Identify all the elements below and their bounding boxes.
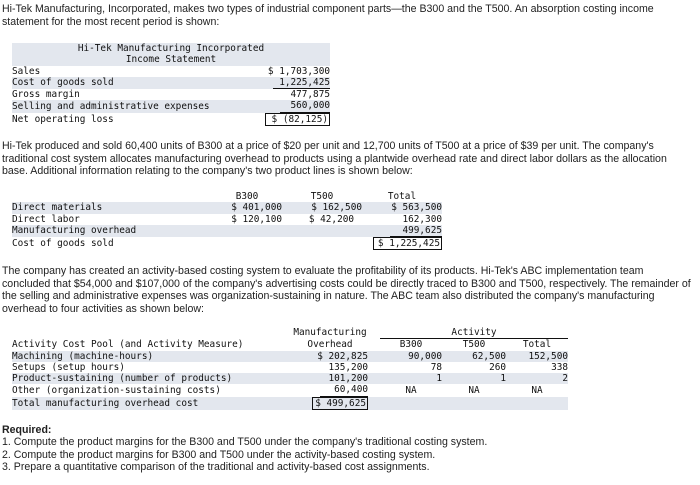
production-paragraph: Hi-Tek produced and sold 60,400 units of B300 at a price of $20 per unit and 12,700 units of T500 at a price of $39 per unit. The company's traditional cost system allocates manufacturing overhead to products using a plantwide overhead rate and direct labor dollars as the allocation base. Additional information relating to the company's two product lines is shown below: xyxy=(2,140,667,177)
income-statement-table xyxy=(12,43,330,126)
table-row xyxy=(12,237,442,250)
table-row xyxy=(12,351,568,362)
income-statement-company-row xyxy=(12,43,330,54)
product-row-label: Manufacturing overhead xyxy=(12,225,137,237)
col-header-b300: B300 xyxy=(235,191,259,202)
overhead-value: 135,200 xyxy=(328,361,368,373)
income-label: Selling and administrative expenses xyxy=(12,100,210,112)
total-value: 152,500 xyxy=(528,350,568,362)
activity-label: Product-sustaining (number of products) xyxy=(12,373,233,385)
income-label: Cost of goods sold xyxy=(12,77,114,89)
t500-value: 1 xyxy=(500,373,506,385)
activity-label: Setups (setup hours) xyxy=(12,361,125,373)
required-item: 3. Prepare a quantitative comparison of the traditional and activity-based cost assignments. xyxy=(2,461,430,474)
table-header-row xyxy=(12,339,568,351)
t500-value: $ 42,200 xyxy=(308,213,354,225)
table-row xyxy=(12,66,330,77)
b300-value: 90,000 xyxy=(408,350,442,362)
b300-value: $ 401,000 xyxy=(231,202,282,214)
b300-value: $ 120,100 xyxy=(231,213,282,225)
b300-value: NA xyxy=(405,384,417,396)
pool-header: Activity Cost Pool (and Activity Measure) xyxy=(12,339,244,351)
col-header-total: Total xyxy=(522,339,552,351)
table-row xyxy=(12,89,330,100)
mfg-overhead-header-1: Manufacturing xyxy=(293,327,367,339)
overhead-value: 101,200 xyxy=(328,373,368,385)
table-header-row xyxy=(12,327,568,339)
col-header-t500: T500 xyxy=(310,191,334,202)
product-cost-table xyxy=(12,191,442,250)
total-value: 2 xyxy=(562,373,568,385)
product-row-label: Direct labor xyxy=(12,213,80,225)
table-row xyxy=(12,100,330,112)
table-row xyxy=(12,77,330,89)
table-row xyxy=(12,373,568,384)
income-statement-company: Hi-Tek Manufacturing Incorporated xyxy=(77,43,265,54)
overhead-value: $ 202,825 xyxy=(317,350,368,362)
col-header-b300: B300 xyxy=(399,339,423,351)
required-item: 2. Compute the product margins for B300 and T500 under the activity-based costing system. xyxy=(2,448,436,461)
income-statement-title: Income Statement xyxy=(125,54,217,66)
b300-value: 1 xyxy=(436,373,442,385)
overhead-value: $ 499,625 xyxy=(312,397,368,410)
activity-label: Other (organization-sustaining costs) xyxy=(12,384,221,396)
required-heading: Required: xyxy=(2,424,52,436)
total-value: NA xyxy=(531,384,543,396)
table-row xyxy=(12,214,442,225)
activity-cost-table xyxy=(12,327,568,410)
product-row-label: Cost of goods sold xyxy=(12,238,114,250)
col-header-t500: T500 xyxy=(462,339,486,351)
total-value: $ 1,225,425 xyxy=(373,237,442,250)
table-row xyxy=(12,362,568,373)
total-value: $ 563,500 xyxy=(391,202,442,214)
total-value: 499,625 xyxy=(390,225,442,237)
overhead-value: 60,400 xyxy=(320,384,368,396)
t500-value: 260 xyxy=(489,361,506,373)
total-value: 338 xyxy=(551,361,568,373)
income-label: Gross margin xyxy=(12,89,80,101)
income-value: 477,875 xyxy=(290,89,330,101)
table-row xyxy=(12,202,442,213)
table-header-row xyxy=(12,191,442,202)
abc-paragraph: The company has created an activity-based costing system to evaluate the profitability of its products. Hi-Tek's ABC implementation team concluded that $54,000 and $107,000 of the company's advertising costs could be directly traced to B300 and T500, respectively. The remainder of the selling and administrative expenses was organization-sustaining in nature. The ABC team also distributed the company's manufacturing overhead to four activities as shown below: xyxy=(2,265,691,315)
activity-header: Activity xyxy=(380,327,568,339)
activity-label: Machining (machine-hours) xyxy=(12,350,154,362)
col-header-total: Total xyxy=(387,191,417,202)
t500-value: 62,500 xyxy=(472,350,506,362)
total-value: 162,300 xyxy=(402,213,442,225)
required-item: 1. Compute the product margins for the B300 and T500 under the company's traditional costing system. xyxy=(2,436,488,449)
t500-value: $ 162,500 xyxy=(311,202,362,214)
table-row xyxy=(12,397,568,410)
activity-label: Total manufacturing overhead cost xyxy=(12,397,199,409)
income-value: 560,000 xyxy=(280,100,330,112)
income-label: Net operating loss xyxy=(12,113,114,125)
b300-value: 78 xyxy=(430,361,442,373)
income-value: 1,225,425 xyxy=(273,77,330,89)
income-label: Sales xyxy=(12,65,41,77)
income-value: $ (82,125) xyxy=(265,113,330,126)
table-row xyxy=(12,384,568,396)
table-row xyxy=(12,225,442,237)
income-value: $ 1,703,300 xyxy=(267,65,330,77)
t500-value: NA xyxy=(468,384,480,396)
required-section xyxy=(2,424,692,474)
table-row xyxy=(12,113,330,126)
product-row-label: Direct materials xyxy=(12,202,103,214)
income-statement-title-row xyxy=(12,54,330,65)
intro-paragraph: Hi-Tek Manufacturing, Incorporated, makes two types of industrial component parts—the B300 and the T500. An absorption costing income statement for the most recent period is shown: xyxy=(2,3,654,28)
mfg-overhead-header-2: Overhead xyxy=(307,339,353,351)
